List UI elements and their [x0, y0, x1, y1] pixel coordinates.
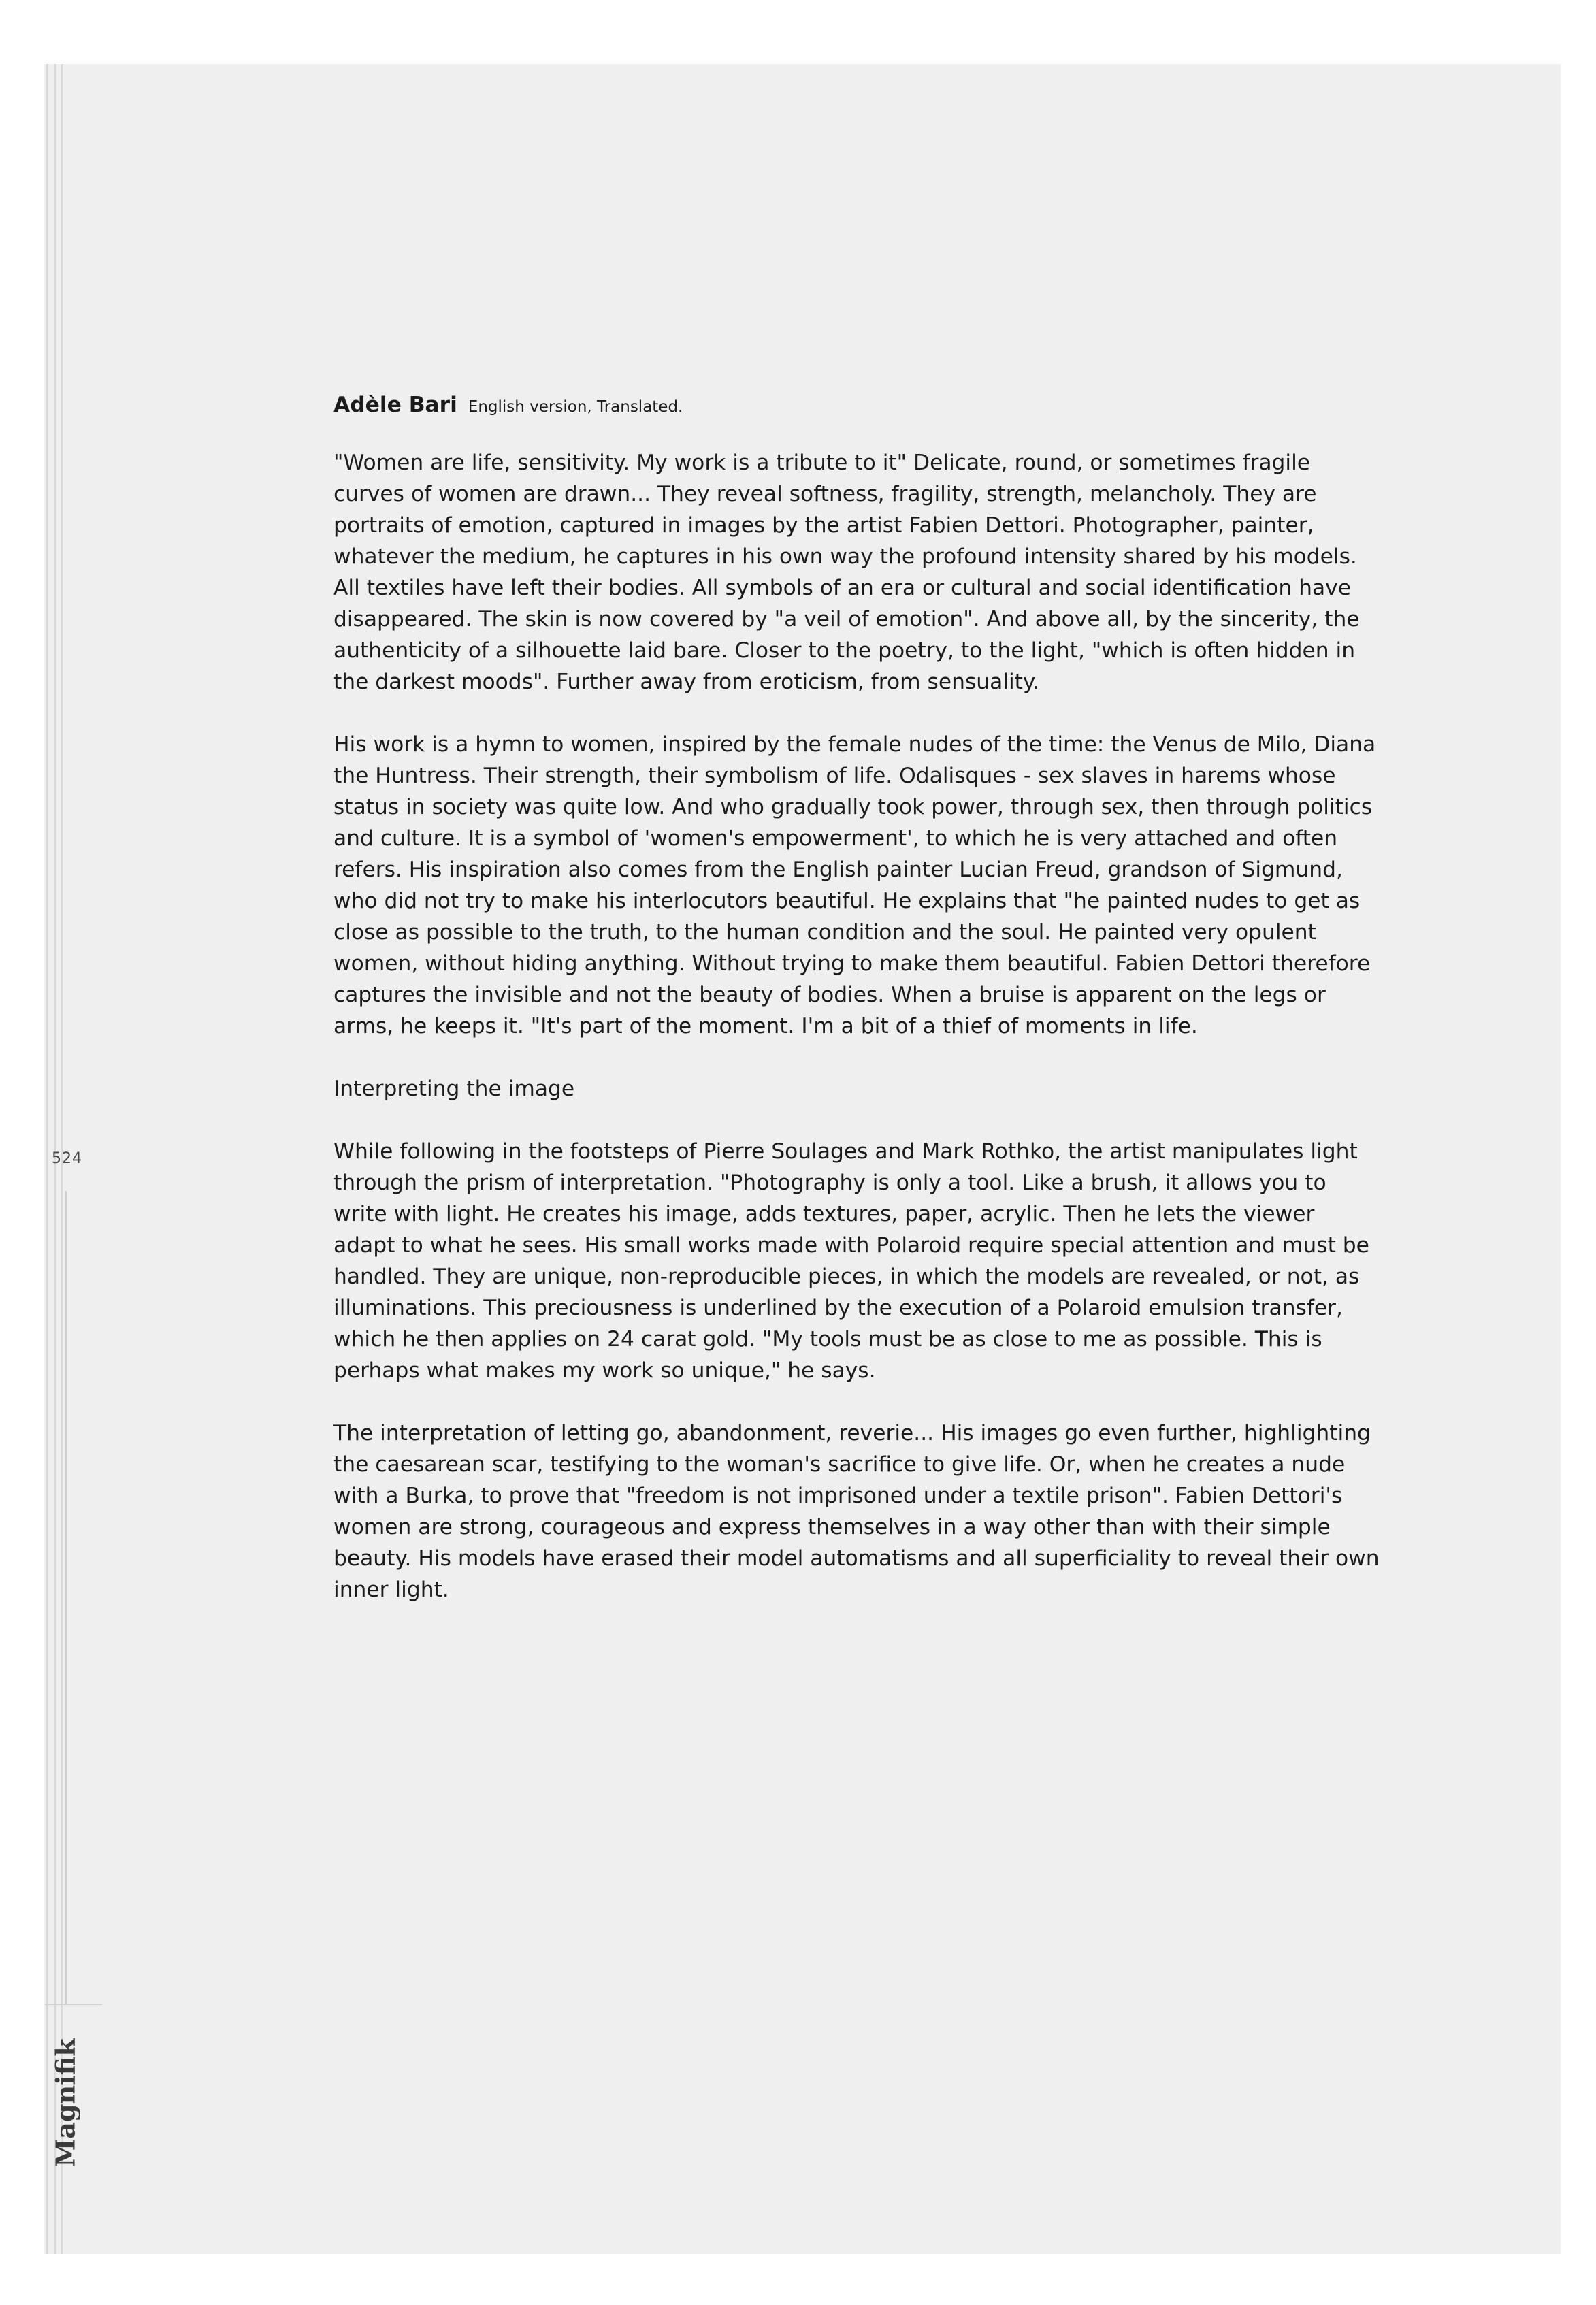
paragraph: His work is a hymn to women, inspired by the female nudes of the time: the Venus de Milo, Diana the Huntress. Their strength, their symbolism of life. Odalisques - sex slaves in harems whose status in society was quite low. And who gradually took power, through sex, then through politics and culture. It is a symbol of 'women's empowerment', to which he is very attached and often refers. His inspiration also comes from the English painter Lucian Freud, grandson of Sigmund, who did not try to make his interlocutors beautiful. He explains that "he painted nudes to get as close as possible to the truth, to the human condition and the soul. He painted very opulent women, without hiding anything. Without trying to make them beautiful. Fabien Dettori therefore captures the invisible and not the beauty of bodies. When a bruise is apparent on the legs or arms, he keeps it. "It's part of the moment. I'm a bit of a thief of moments in life.: [333, 732, 1376, 1039]
page-edge-line: [46, 64, 48, 2254]
margin-rule-vertical: [65, 1191, 67, 2004]
subheading: Interpreting the image: [333, 1077, 575, 1101]
page-number: 524: [52, 1150, 82, 1167]
byline: [333, 389, 1382, 423]
author-name: Adèle Bari: [333, 393, 457, 417]
margin-rule-horizontal: [45, 2004, 102, 2005]
paragraph: The interpretation of letting go, abandonment, reverie... His images go even further, highlighting the caesarean scar, testifying to the woman's sacrifice to give life. Or, when he creates a nude with a Burka, to prove that "freedom is not imprisoned under a textile prison". Fabien Dettori's women are strong, courageous and express themselves in a way other than with their simple beauty. His models have erased their model automatisms and all superficiality to reveal their own inner light.: [333, 1421, 1380, 1602]
magazine-brand: Magnifik: [50, 2038, 81, 2168]
edition-note: English version, Translated.: [468, 398, 683, 416]
paragraph: "Women are life, sensitivity. My work is a tribute to it" Delicate, round, or sometimes fragile curves of women are drawn... They reveal softness, fragility, strength, melancholy. They are portraits of emotion, captured in images by the artist Fabien Dettori. Photographer, painter, whatever the medium, he captures in his own way the profound intensity shared by his models. All textiles have left their bodies. All symbols of an era or cultural and social identification have disappeared. The skin is now covered by "a veil of emotion". And above all, by the sincerity, the authenticity of a silhouette laid bare. Closer to the poetry, to the light, "which is often hidden in the darkest moods". Further away from eroticism, from sensuality.: [333, 451, 1360, 694]
article-body: [333, 389, 1382, 1637]
paragraph: While following in the footsteps of Pierre Soulages and Mark Rothko, the artist manipulates light through the prism of interpretation. "Photography is only a tool. Like a brush, it allows you to write with light. He creates his image, adds textures, paper, acrylic. Then he lets the viewer adapt to what he sees. His small works made with Polaroid require special attention and must be handled. They are unique, non-reproducible pieces, in which the models are revealed, or not, as illuminations. This preciousness is underlined by the execution of a Polaroid emulsion transfer, which he then applies on 24 carat gold. "My tools must be as close to me as possible. This is perhaps what makes my work so unique," he says.: [333, 1139, 1369, 1383]
